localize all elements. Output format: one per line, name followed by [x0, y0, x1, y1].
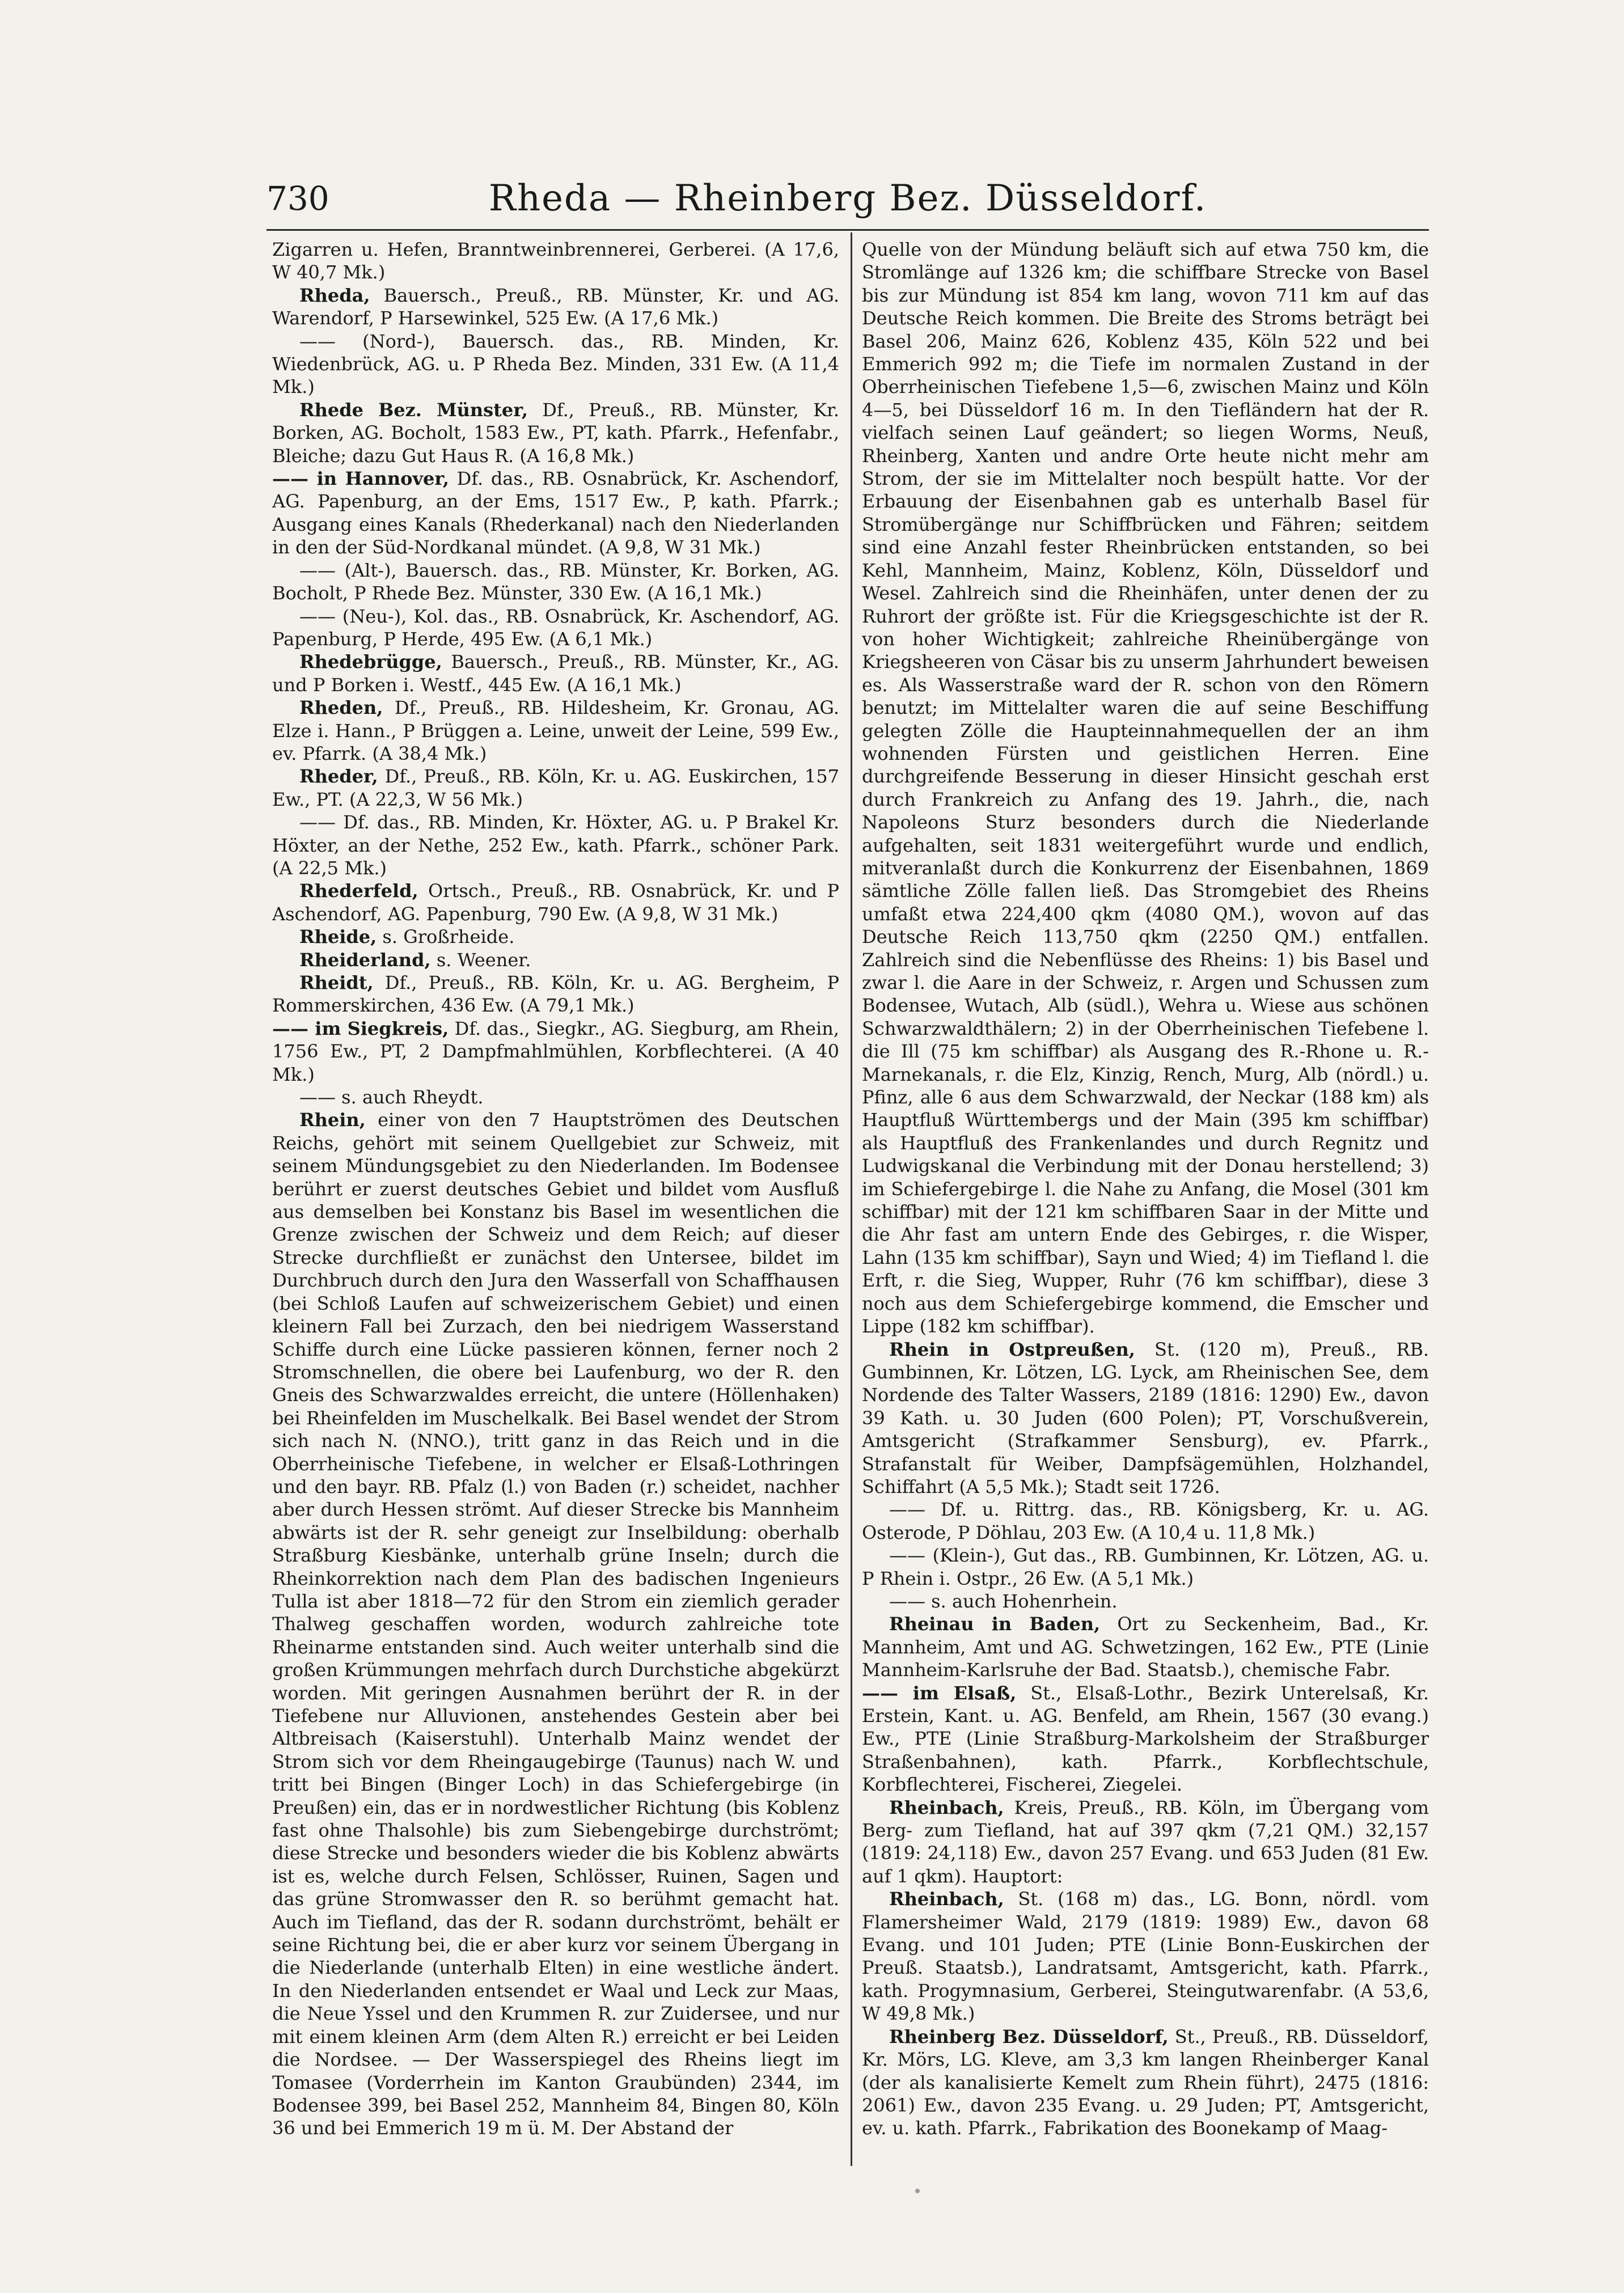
entry-text: Quelle von der Mündung beläuft sich auf etwa 750 km, die Stromlänge auf 1326 km; die schiffbare Strecke von Basel bis zur Mündung ist 854 km lang, wovon 711 km auf das Deutsche Reich kommen. Die Breite des Stroms beträgt bei Basel 206, Mainz 626, Koblenz 435, Köln 522 und bei Emmerich 992 m; die Tiefe im normalen Zustand in der Oberrheinischen Tiefebene 1,5—6, zwischen Mainz und Köln 4—5, bei Düsseldorf 16 m. In den Tiefländern hat der R. vielfach seinen Lauf geändert; so liegen Worms, Neuß, Rheinberg, Xanten und andre Orte heute nicht mehr am Strom, der sie im Mittelalter noch bespült hatte. Vor der Erbauung der Eisenbahnen gab es unterhalb Basel für Stromübergänge nur Schiffbrücken und Fähren; seitdem sind eine Anzahl fester Rheinbrücken entstanden, so bei Kehl, Mannheim, Mainz, Koblenz, Köln, Düsseldorf und Wesel. Zahlreich sind die Rheinhäfen, unter denen der zu Ruhrort der größte ist. Für die Kriegsgeschichte ist der R. von hoher Wichtigkeit; zahlreiche Rheinübergänge von Kriegsheeren von Cäsar bis zu unserm Jahrhundert beweisen es. Als Wasserstraße ward der R. schon von den Römern benutzt; im Mittelalter waren die auf seine Beschiffung gelegten Zölle die Haupteinnahmequellen der an ihm wohnenden Fürsten und geistlichen Herren. Eine durchgreifende Besserung in dieser Hinsicht geschah erst durch Frankreich zu Anfang des 19. Jahrh., die, nach Napoleons Sturz besonders durch die Niederlande aufgehalten, seit 1831 weitergeführt wurde und endlich, mitveranlaßt durch die Konkurrenz der Eisenbahnen, 1869 sämtliche Zölle fallen ließ. Das Stromgebiet des Rheins umfaßt etwa 224,400 qkm (4080 QM.), wovon auf das Deutsche Reich 113,750 qkm (2250 QM.) entfallen. Zahlreich sind die Nebenflüsse des Rheins: 1) bis Basel und zwar l. die Aare in der Schweiz, r. Argen und Schussen zum Bodensee, Wutach, Alb (südl.), Wehra u. Wiese aus schönen Schwarzwaldthälern; 2) in der Oberrheinischen Tiefebene l. die Ill (75 km schiffbar) als Ausgang des R.-Rhone u. R.-Marnekanals, r. die Elz, Kinzig, Rench, Murg, Alb (nördl.) u. Pfinz, alle 6 aus dem Schwarzwald, der Neckar (188 km) als Hauptfluß Württembergs und der Main (395 km schiffbar) als Hauptfluß des Frankenlandes und durch Regnitz und Ludwigskanal die Verbindung mit der Donau herstellend; 3) im Schiefergebirge l. die Nahe zu Anfang, die Mosel (301 km schiffbar) mit der 121 km schiffbaren Saar in der Mitte und die Ahr fast am untern Ende des Gebirges, r. die Wisper, Lahn (135 km schiffbar), Sayn und Wied; 4) im Tiefland l. die Erft, r. die Sieg, Wupper, Ruhr (76 km schiffbar), diese 3 noch aus dem Schiefergebirge kommend, die Emscher und Lippe (182 km schiffbar).	[862, 239, 1429, 1338]
entry-text: einer von den 7 Hauptströmen des Deutschen Reichs, gehört mit seinem Quellgebiet zur Schweiz, mit seinem Mündungsgebiet zu den Niederlanden. Im Bodensee berührt er zuerst deutsches Gebiet und bildet vom Ausfluß aus demselben bei Konstanz bis Basel im wesentlichen die Grenze zwischen der Schweiz und dem Reich; auf dieser Strecke durchfließt er zunächst den Untersee, bildet im Durchbruch durch den Jura den Wasserfall von Schaffhausen (bei Schloß Laufen auf schweizerischem Gebiet) und einen kleinern Fall bei Zurzach, den bei niedrigem Wasserstand Schiffe durch eine Lücke passieren können, ferner noch 2 Stromschnellen, die obere bei Laufenburg, wo der R. den Gneis des Schwarzwaldes erreicht, die untere (Höllenhaken) bei Rheinfelden im Muschelkalk. Bei Basel wendet der Strom sich nach N. (NNO.), tritt ganz in das Reich und in die Oberrheinische Tiefebene, in welcher er Elsaß-Lothringen und den bayr. RB. Pfalz (l.) von Baden (r.) scheidet, nachher aber durch Hessen strömt. Auf dieser Strecke bis Mannheim abwärts ist der R. sehr geneigt zur Inselbildung: oberhalb Straßburg Kiesbänke, unterhalb grüne Inseln; durch die Rheinkorrektion nach dem Plan des badischen Ingenieurs Tulla ist aber 1818—72 für den Strom ein ziemlich gerader Thalweg geschaffen worden, wodurch zahlreiche tote Rheinarme entstanden sind. Auch weiter unterhalb sind die großen Krümmungen mehrfach durch Durchstiche abgekürzt worden. Mit geringen Ausnahmen berührt der R. in der Tiefebene nur Alluvionen, anstehendes Gestein aber bei Altbreisach (Kaiserstuhl). Unterhalb Mainz wendet der Strom sich vor dem Rheingaugebirge (Taunus) nach W. und tritt bei Bingen (Binger Loch) in das Schiefergebirge (in Preußen) ein, das er in nordwestlicher Richtung (bis Koblenz fast ohne Thalsohle) bis zum Siebengebirge durchströmt; diese Strecke und besonders wieder die bis Koblenz abwärts ist es, welche durch Felsen, Schlösser, Ruinen, Sagen und das grüne Stromwasser den R. so berühmt gemacht hat. Auch im Tiefland, das der R. sodann durchströmt, behält er seine Richtung bei, die er aber kurz vor seinem Übergang in die Niederlande (unterhalb Elten) in eine westliche ändert. In den Niederlanden entsendet er Waal und Leck zur Maas, die Neue Yssel und den Krummen R. zur Zuidersee, und nur mit einem kleinen Arm (dem Alten R.) erreicht er bei Leiden die Nordsee. — Der Wasserspiegel des Rheins liegt im Tomasee (Vorderrhein im Kanton Graubünden) 2344, im Bodensee 399, bei Basel 252, Mannheim 84, Bingen 80, Köln 36 und bei Emmerich 19 m ü. M. Der Abstand der	[272, 1109, 839, 2139]
dictionary-entry	[272, 399, 839, 467]
page-number: 730	[267, 179, 329, 218]
entry-text: Bauersch., Preuß., RB. Münster, Kr., AG. und P Borken i. Westf., 445 Ew. (A 16,1 Mk.)	[272, 651, 839, 696]
dictionary-entry	[272, 284, 839, 330]
dictionary-entry	[862, 1544, 1429, 1590]
dictionary-entry	[272, 559, 839, 605]
left-column	[272, 238, 839, 2166]
dictionary-entry	[272, 879, 839, 925]
print-speck	[915, 2189, 920, 2193]
entry-text: St. (120 m), Preuß., RB. Gumbinnen, Kr. Lötzen, LG. Lyck, am Rheinischen See, dem Nordende des Talter Wassers, 2189 (1816: 1290) Ew., davon 39 Kath. u. 30 Juden (600 Polen); PT, Vorschußverein, Amtsgericht (Strafkammer Sensburg), ev. Pfarrk., Strafanstalt für Weiber, Dampfsägemühlen, Holzhandel, Schiffahrt (A 5,5 Mk.); Stadt seit 1726.	[862, 1338, 1429, 1497]
entry-text: Kreis, Preuß., RB. Köln, im Übergang vom Berg- zum Tiefland, hat auf 397 qkm (7,21 QM.) 32,157 (1819: 24,118) Ew., davon 257 Evang. und 653 Juden (81 Ew. auf 1 qkm). Hauptort:	[862, 1796, 1429, 1887]
dictionary-entry	[272, 330, 839, 399]
entry-text: Bauersch., Preuß., RB. Münster, Kr. und AG. Warendorf, P Harsewinkel, 525 Ew. (A 17,6 Mk.)	[272, 284, 839, 329]
dictionary-entry	[272, 238, 839, 284]
entry-text: —— s. auch Hohenrhein.	[889, 1590, 1118, 1612]
entry-lemma: Rheinbach,	[889, 1888, 1004, 1910]
dictionary-entry	[272, 1086, 839, 1109]
dictionary-entry	[862, 1888, 1429, 2025]
entry-text: Df. das., Siegkr., AG. Siegburg, am Rhein, 1756 Ew., PT, 2 Dampfmahlmühlen, Korbflechterei. (A 40 Mk.)	[272, 1017, 839, 1085]
entry-text: —— (Alt-), Bauersch. das., RB. Münster, Kr. Borken, AG. Bocholt, P Rhede Bez. Münster, 330 Ew. (A 16,1 Mk.)	[272, 559, 839, 604]
entry-text: Df., Preuß., RB. Hildesheim, Kr. Gronau, AG. Elze i. Hann., P Brüggen a. Leine, unweit der Leine, 599 Ew., ev. Pfarrk. (A 38,4 Mk.)	[272, 697, 839, 764]
entry-text: —— (Klein-), Gut das., RB. Gumbinnen, Kr. Lötzen, AG. u. P Rhein i. Ostpr., 26 Ew. (A 5,1 Mk.)	[862, 1545, 1429, 1589]
entry-text: Df., Preuß., RB. Münster, Kr. Borken, AG. Bocholt, 1583 Ew., PT, kath. Pfarrk., Hefenfabr., Bleiche; dazu Gut Haus R. (A 16,8 Mk.)	[272, 399, 839, 467]
entry-lemma: Rheder,	[299, 765, 378, 788]
entry-lemma: Rhede Bez. Münster,	[299, 399, 528, 421]
dictionary-entry	[862, 1682, 1429, 1796]
entry-text: —— Df. u. Rittrg. das., RB. Königsberg, Kr. u. AG. Osterode, P Döhlau, 203 Ew. (A 10,4 u. 11,8 Mk.)	[862, 1499, 1429, 1543]
page-header	[267, 170, 1429, 227]
dictionary-entry	[272, 467, 839, 559]
entry-lemma: Rheinberg Bez. Düsseldorf,	[889, 2025, 1169, 2047]
entry-lemma: Rheide,	[299, 926, 377, 948]
entry-text: —— (Nord-), Bauersch. das., RB. Minden, Kr. Wiedenbrück, AG. u. P Rheda Bez. Minden, 331 Ew. (A 11,4 Mk.)	[272, 330, 839, 398]
column-divider	[851, 232, 852, 2166]
entry-lemma: Rhedebrügge,	[299, 651, 442, 673]
entry-lemma: Rheidt,	[299, 972, 374, 993]
entry-lemma: —— im Elsaß,	[862, 1682, 1017, 1704]
header-rule	[267, 229, 1429, 231]
entry-lemma: —— im Siegkreis,	[272, 1017, 449, 1039]
dictionary-entry	[862, 1590, 1429, 1613]
dictionary-entry	[272, 811, 839, 879]
entry-text: Df., Preuß., RB. Köln, Kr. u. AG. Euskirchen, 157 Ew., PT. (A 22,3, W 56 Mk.)	[272, 765, 839, 810]
entry-text: —— (Neu-), Kol. das., RB. Osnabrück, Kr. Aschendorf, AG. Papenburg, P Herde, 495 Ew. (A 6,1 Mk.)	[272, 605, 839, 650]
entry-lemma: Rhein in Ostpreußen,	[889, 1338, 1135, 1360]
dictionary-entry	[862, 1796, 1429, 1888]
dictionary-entry	[862, 238, 1429, 1338]
entry-lemma: Rheden,	[299, 697, 383, 719]
entry-text: St. (168 m) das., LG. Bonn, nördl. vom Flamersheimer Wald, 2179 (1819: 1989) Ew., davon 68 Evang. und 101 Juden; PTE (Linie Bonn-Euskirchen der Preuß. Staatsb.), Landratsamt, Amtsgericht, kath. Pfarrk., kath. Progymnasium, Gerberei, Steingutwarenfabr. (A 53,6, W 49,8 Mk.)	[862, 1888, 1429, 2025]
entry-text: Zigarren u. Hefen, Branntweinbrennerei, Gerberei. (A 17,6, W 40,7 Mk.)	[272, 239, 839, 284]
entry-text: St., Elsaß-Lothr., Bezirk Unterelsaß, Kr. Erstein, Kant. u. AG. Benfeld, am Rhein, 1567 (30 evang.) Ew., PTE (Linie Straßburg-Markolsheim der Straßburger Straßenbahnen), kath. Pfarrk., Korbflechtschule, Korbflechterei, Fischerei, Ziegelei.	[862, 1682, 1429, 1796]
entry-text: Ortsch., Preuß., RB. Osnabrück, Kr. und P Aschendorf, AG. Papenburg, 790 Ew. (A 9,8, W 31 Mk.)	[272, 880, 839, 925]
entry-text: —— s. auch Rheydt.	[299, 1086, 484, 1109]
entry-lemma: Rhein,	[299, 1109, 366, 1131]
dictionary-entry	[272, 696, 839, 765]
right-column	[862, 238, 1429, 2166]
page-title: Rheda — Rheinberg Bez. Düsseldorf.	[488, 177, 1207, 219]
dictionary-entry	[272, 1017, 839, 1086]
dictionary-entry	[272, 765, 839, 811]
entry-lemma: Rheiderland,	[299, 949, 431, 971]
entry-text: St., Preuß., RB. Düsseldorf, Kr. Mörs, LG. Kleve, am 3,3 km langen Rheinberger Kanal (der als kanalisierte Kemelt zum Rhein führt), 2475 (1816: 2061) Ew., davon 235 Evang. u. 29 Juden; PT, Amtsgericht, ev. u. kath. Pfarrk., Fabrikation des Boonekamp of Maag-	[862, 2025, 1429, 2139]
entry-text: Df., Preuß., RB. Köln, Kr. u. AG. Bergheim, P Rommerskirchen, 436 Ew. (A 79,1 Mk.)	[272, 972, 839, 1017]
dictionary-entry	[272, 605, 839, 651]
entry-text: s. Großrheide.	[377, 926, 515, 948]
dictionary-entry	[272, 971, 839, 1017]
dictionary-entry	[862, 1613, 1429, 1681]
entry-text: s. Weener.	[430, 949, 531, 971]
dictionary-entry	[272, 650, 839, 696]
entry-lemma: Rheinau in Baden,	[889, 1613, 1101, 1635]
entry-text: —— Df. das., RB. Minden, Kr. Höxter, AG. u. P Brakel Kr. Höxter, an der Nethe, 252 Ew., kath. Pfarrk., schöner Park. (A 22,5 Mk.)	[272, 811, 839, 879]
entry-lemma: Rheinbach,	[889, 1796, 1004, 1818]
entry-lemma: Rheda,	[299, 284, 370, 306]
dictionary-entry	[862, 1338, 1429, 1499]
dictionary-entry	[862, 2025, 1429, 2140]
entry-text: Ort zu Seckenheim, Bad., Kr. Mannheim, Amt und AG. Schwetzingen, 162 Ew., PTE (Linie Mannheim-Karlsruhe der Bad. Staatsb.), chemische Fabr.	[862, 1613, 1429, 1681]
dictionary-entry	[272, 925, 839, 948]
entry-text: Df. das., RB. Osnabrück, Kr. Aschendorf, AG. Papenburg, an der Ems, 1517 Ew., P, kath. Pfarrk.; Ausgang eines Kanals (Rhederkanal) nach den Niederlanden in den der Süd-Nordkanal mündet. (A 9,8, W 31 Mk.)	[272, 468, 839, 559]
dictionary-entry	[862, 1498, 1429, 1544]
dictionary-entry	[272, 1109, 839, 2139]
dictionary-entry	[272, 949, 839, 971]
entry-lemma: Rhederfeld,	[299, 880, 418, 902]
entry-lemma: —— in Hannover,	[272, 468, 450, 490]
